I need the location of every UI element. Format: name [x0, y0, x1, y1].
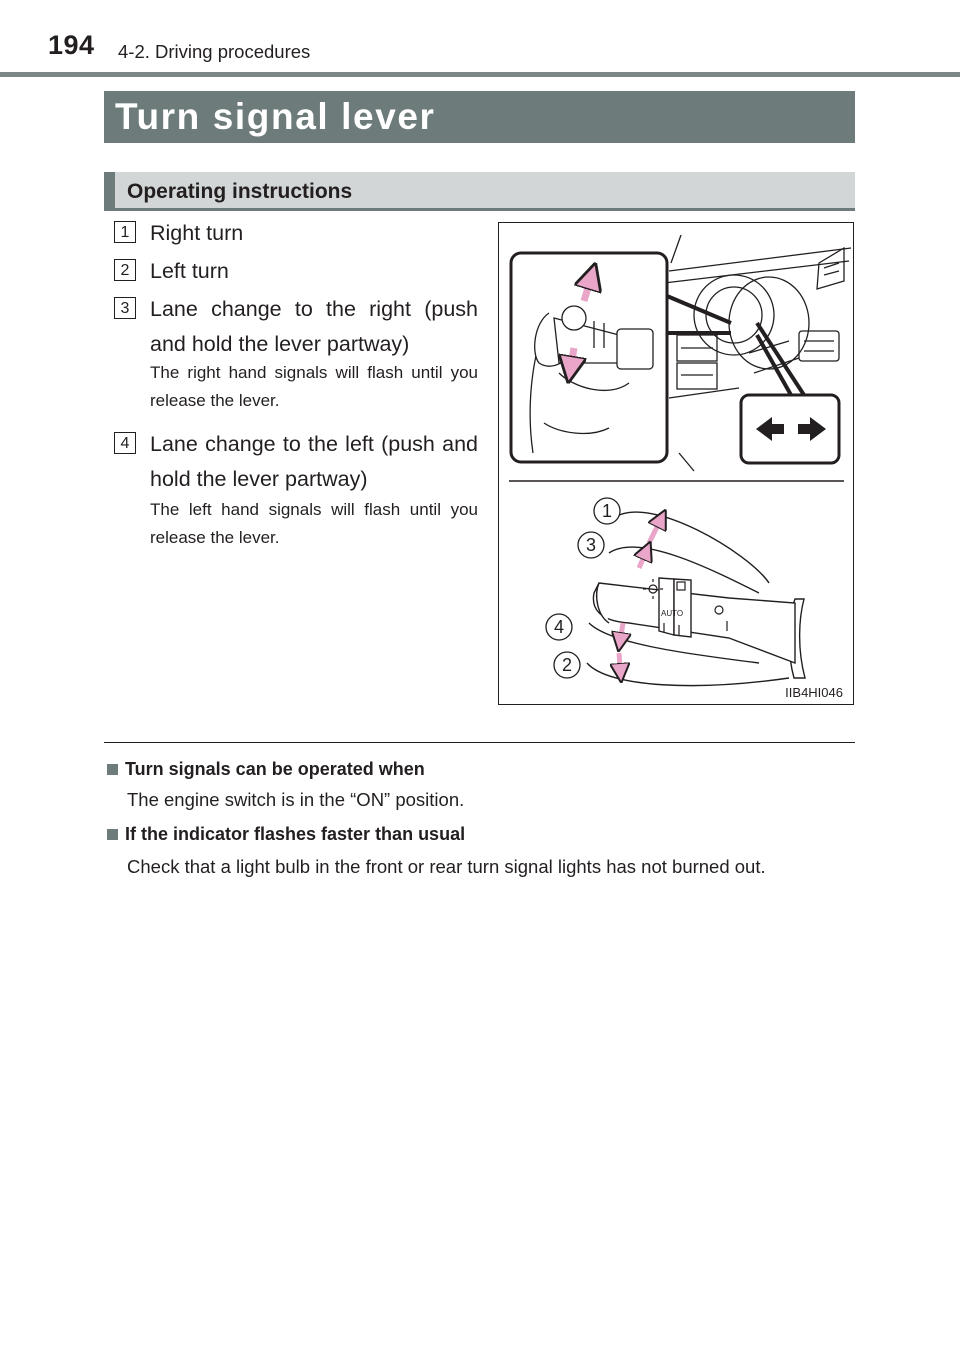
illustration	[498, 222, 854, 705]
lever-detail	[546, 498, 805, 686]
square-bullet-icon	[107, 829, 118, 840]
divider	[104, 742, 855, 743]
note-heading-1	[107, 759, 425, 780]
indicator-inset	[741, 395, 839, 463]
operation-text: Lane change to the left (push and hold the lever partway)	[150, 432, 478, 491]
callout-1: 1	[601, 501, 613, 521]
note-heading-text: If the indicator flashes faster than usual	[125, 824, 466, 844]
operation-text: Left turn	[150, 259, 229, 283]
operation-number: 1	[114, 221, 136, 243]
callout-3: 3	[585, 535, 597, 555]
operation-note: The right hand signals will flash until you release the lever.	[150, 363, 478, 410]
square-bullet-icon	[107, 764, 118, 775]
zoom-connector	[667, 296, 804, 395]
note-body-2: Check that a light bulb in the front or rear turn signal lights has not burned out.	[127, 856, 766, 877]
zoom-inset	[511, 253, 667, 462]
arrow-1	[649, 513, 664, 543]
section-path: 4-2. Driving procedures	[118, 41, 311, 62]
subsection-accent	[104, 172, 115, 208]
turn-signal-illustration	[499, 223, 852, 703]
operation-number: 4	[114, 432, 136, 454]
illustration-code: IIB4HI046	[785, 685, 843, 700]
operation-note: The left hand signals will flash until you release the lever.	[150, 500, 478, 547]
operation-text: Right turn	[150, 221, 244, 245]
subsection-header	[104, 172, 855, 211]
arrow-4	[619, 623, 623, 648]
operation-number: 3	[114, 297, 136, 319]
subsection-title: Operating instructions	[127, 180, 353, 203]
callout-4: 4	[553, 617, 565, 637]
lever-auto-label: AUTO	[661, 609, 684, 618]
callout-2: 2	[561, 655, 573, 675]
page-number: 194	[48, 30, 95, 60]
operation-number: 2	[114, 259, 136, 281]
note-body-1: The engine switch is in the “ON” position.	[127, 789, 465, 810]
lever-arrow-down	[569, 348, 574, 378]
note-heading-text: Turn signals can be operated when	[125, 759, 425, 779]
arrow-2	[619, 653, 621, 679]
note-heading-2	[107, 824, 465, 845]
header-rule	[0, 72, 960, 77]
operation-text: Lane change to the right (push and hold the lever partway)	[150, 297, 478, 356]
page-title: Turn signal lever	[104, 91, 855, 143]
